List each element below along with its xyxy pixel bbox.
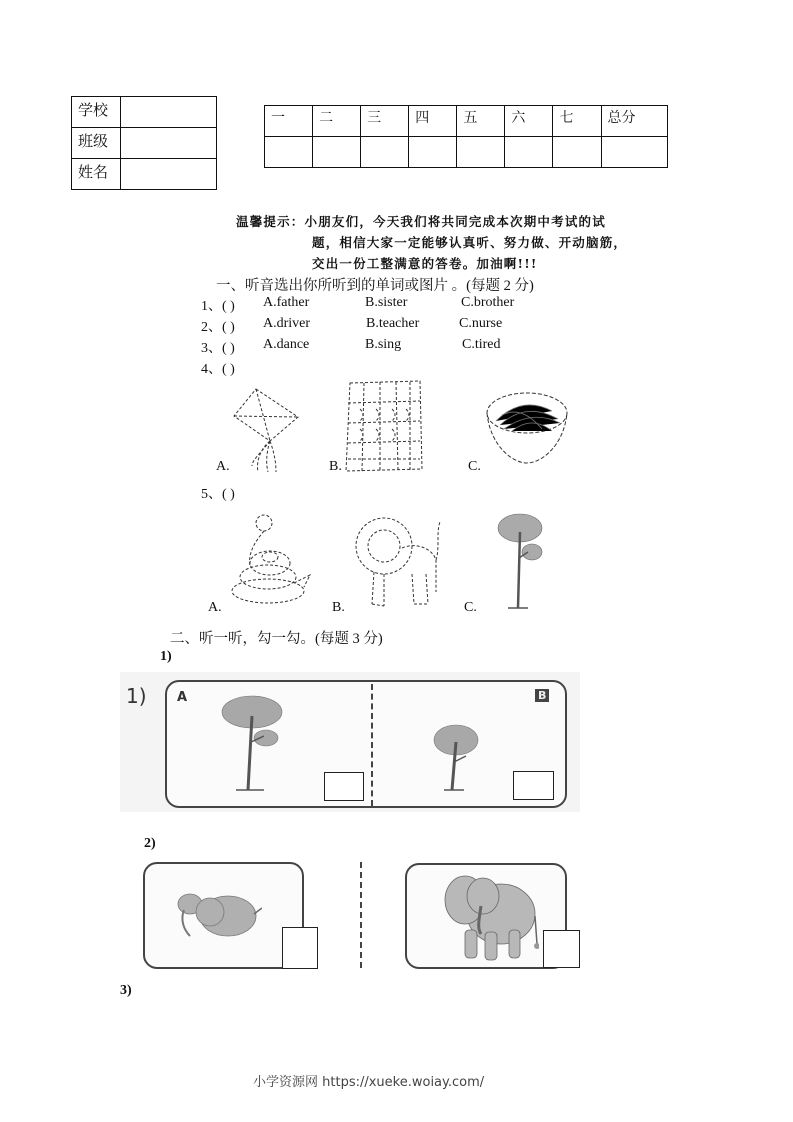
score-value-row xyxy=(265,137,668,168)
big-elephant-image[interactable] xyxy=(443,870,539,962)
score-cell[interactable] xyxy=(265,137,313,168)
item-1-number: 1) xyxy=(160,649,172,664)
question-5-option-b[interactable]: B. xyxy=(332,600,345,615)
item-2-checkbox-a[interactable] xyxy=(282,927,318,969)
question-4-option-b[interactable]: B. xyxy=(329,459,342,474)
score-cell-total[interactable] xyxy=(601,137,667,168)
question-2-option-c[interactable]: C.nurse xyxy=(459,316,503,331)
score-header: 二 xyxy=(313,106,361,137)
score-cell[interactable] xyxy=(457,137,505,168)
item-1-divider xyxy=(371,684,373,806)
item-1-inner-number: 1) xyxy=(126,684,147,708)
tip-line-3: 交出一份工整满意的答卷。加油啊!!! xyxy=(312,256,538,271)
item-2-number: 2) xyxy=(144,836,156,851)
tip-line-2: 题，相信大家一定能够认真听、努力做、开动脑筋， xyxy=(312,235,628,250)
question-5-number: 5、( ) xyxy=(201,487,235,502)
question-4-option-a[interactable]: A. xyxy=(216,459,230,474)
item-1-tag-a: A xyxy=(177,690,188,705)
score-cell[interactable] xyxy=(361,137,409,168)
question-2-number: 2、( ) xyxy=(201,320,235,335)
score-header: 六 xyxy=(505,106,553,137)
question-1-option-b[interactable]: B.sister xyxy=(365,295,408,310)
school-label: 学校 xyxy=(72,97,121,128)
question-3-number: 3、( ) xyxy=(201,341,235,356)
question-5-option-c[interactable]: C. xyxy=(464,600,477,615)
footer-watermark: 小学资源网 https://xueke.woiay.com/ xyxy=(253,1075,485,1090)
score-header-row xyxy=(265,106,668,137)
snake-image[interactable] xyxy=(228,513,316,608)
name-label: 姓名 xyxy=(72,159,121,190)
question-1-option-c[interactable]: C.brother xyxy=(461,295,515,310)
question-3-option-b[interactable]: B.sing xyxy=(365,337,402,352)
item-1-checkbox-a[interactable] xyxy=(324,772,364,801)
question-2-option-b[interactable]: B.teacher xyxy=(366,316,420,331)
question-4-option-c[interactable]: C. xyxy=(468,459,481,474)
score-cell[interactable] xyxy=(553,137,601,168)
lion-image[interactable] xyxy=(352,512,452,612)
question-3-option-a[interactable]: A.dance xyxy=(263,337,310,352)
question-2-option-a[interactable]: A.driver xyxy=(263,316,311,331)
score-header: 四 xyxy=(409,106,457,137)
question-3-option-c[interactable]: C.tired xyxy=(462,337,501,352)
score-cell[interactable] xyxy=(313,137,361,168)
item-2-divider xyxy=(360,862,362,968)
score-header: 一 xyxy=(265,106,313,137)
class-label: 班级 xyxy=(72,128,121,159)
score-header-total: 总分 xyxy=(601,106,667,137)
class-field[interactable] xyxy=(121,128,217,159)
question-5-option-a[interactable]: A. xyxy=(208,600,222,615)
item-2-checkbox-b[interactable] xyxy=(543,930,580,968)
tall-tree-image[interactable] xyxy=(218,692,288,796)
info-row-class xyxy=(72,128,217,159)
item-1-checkbox-b[interactable] xyxy=(513,771,554,800)
section-2-title: 二、听一听，勾一勾。(每题 3 分) xyxy=(170,631,383,647)
tip-block xyxy=(236,211,627,274)
score-header: 三 xyxy=(361,106,409,137)
question-1-option-a[interactable]: A.father xyxy=(263,295,310,310)
score-cell[interactable] xyxy=(409,137,457,168)
section-1-title: 一、听音选出你所听到的单词或图片 。(每题 2 分) xyxy=(216,278,534,294)
item-1-tag-b: B xyxy=(535,689,549,702)
tree-image[interactable] xyxy=(494,512,544,612)
question-4-number: 4、( ) xyxy=(201,362,235,377)
score-cell[interactable] xyxy=(505,137,553,168)
tip-line-1: 温馨提示：小朋友们，今天我们将共同完成本次期中考试的试 xyxy=(236,214,606,229)
school-field[interactable] xyxy=(121,97,217,128)
score-header: 五 xyxy=(457,106,505,137)
kite-image[interactable] xyxy=(230,384,310,474)
student-info-table xyxy=(71,96,217,190)
score-header: 七 xyxy=(553,106,601,137)
question-1-number: 1、( ) xyxy=(201,299,235,314)
noodle-bowl-image[interactable] xyxy=(482,385,572,470)
score-table xyxy=(264,105,668,168)
chocolate-bar-image[interactable] xyxy=(340,379,424,473)
small-tree-image[interactable] xyxy=(430,722,480,794)
tip-label: 温馨提示： xyxy=(236,214,305,229)
item-3-number: 3) xyxy=(120,983,132,998)
info-row-school xyxy=(72,97,217,128)
info-row-name xyxy=(72,159,217,190)
small-elephant-image[interactable] xyxy=(176,890,262,942)
name-field[interactable] xyxy=(121,159,217,190)
